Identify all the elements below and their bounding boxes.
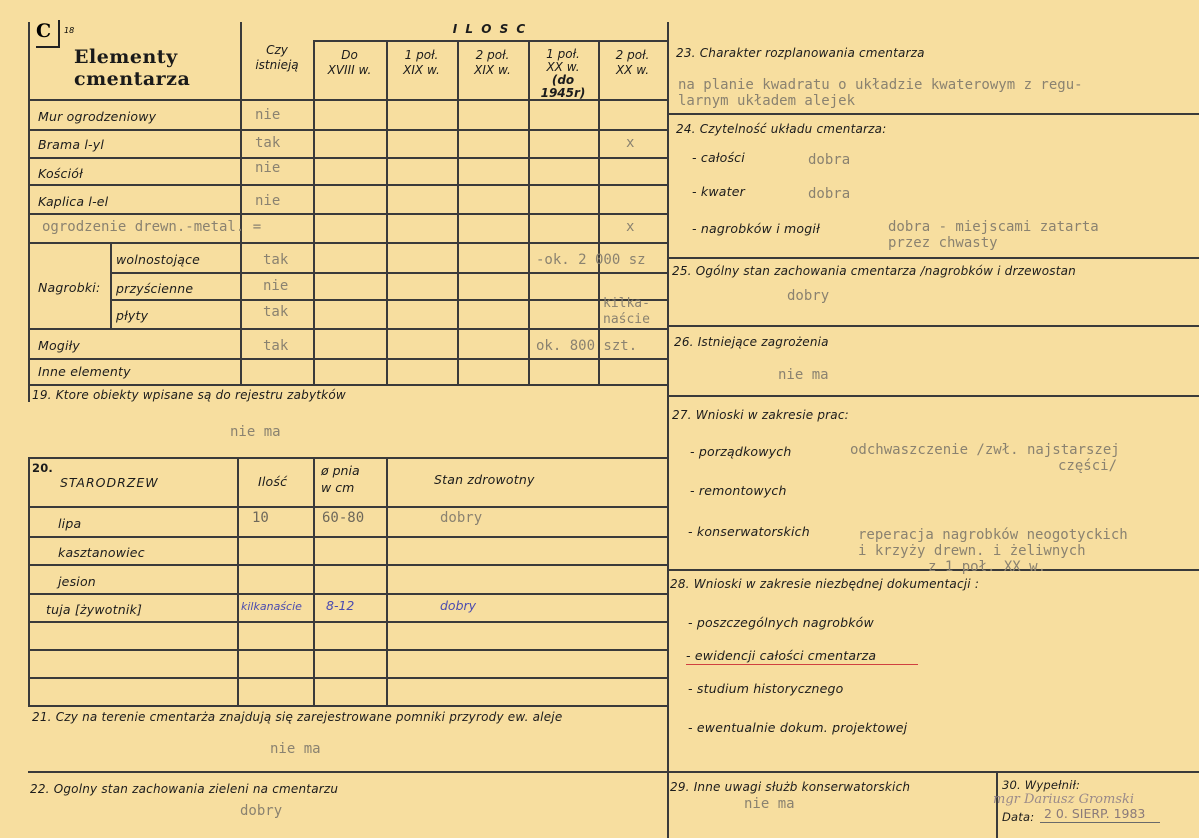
s20-row-jesion-name: jesion — [58, 574, 96, 589]
s27-porzadkowych-label: - porządkowych — [690, 444, 792, 459]
s20-row-6 — [28, 677, 667, 679]
s28-label: 28. Wnioski w zakresie niezbędnej dokumentacji : — [670, 577, 980, 591]
row-brama-2xx: x — [626, 135, 635, 151]
s19-value: nie ma — [230, 424, 281, 440]
s27-konserwatorskich-value1: reperacja nagrobków neogotyckich — [858, 527, 1128, 543]
border-left — [28, 22, 30, 402]
s23-value1: na planie kwadratu o układzie kwaterowym z regu- — [678, 77, 1083, 93]
s26-label: 26. Istniejące zagrożenia — [674, 335, 829, 349]
s20-row-tuja-ilosc: kilkanaście — [241, 600, 302, 613]
center-divider — [667, 22, 669, 838]
col-line-do — [313, 40, 315, 384]
s25-top — [667, 257, 1199, 259]
s20-top — [28, 457, 667, 459]
row-kaplica-exists: nie — [255, 193, 281, 209]
s28-item-nagrobkow: - poszczególnych nagrobków — [688, 615, 874, 630]
s20-row-3 — [28, 593, 667, 595]
s27-porzadkowych-value1: odchwaszczenie /zwł. najstarszej — [850, 442, 1120, 458]
s25-label: 25. Ogólny stan zachowania cmentarza /nagrobków i drzewostan — [672, 264, 1076, 278]
s20-row-lipa-name: lipa — [58, 516, 82, 531]
row-ogrodzenie-2xx: x — [626, 219, 635, 235]
row-wolnostojace-label: wolnostojące — [116, 252, 201, 267]
s27-konserwatorskich-value3: z 1 poł. XX w. — [928, 559, 1047, 575]
row-brama-label: Brama l-yl — [38, 137, 105, 152]
s20-row-lipa-stan: dobry — [440, 510, 483, 526]
title-line1: Elementy — [74, 46, 178, 68]
ilosc-underline — [313, 40, 667, 42]
s27-remontowych-label: - remontowych — [690, 483, 787, 498]
row-line-10 — [28, 384, 667, 386]
s20-bottom — [28, 705, 667, 707]
row-ogrodzenie-label: ogrodzenie drewn.-metal. = — [42, 219, 262, 235]
s24-top — [667, 113, 1199, 115]
hdr-czy-istnieja: Czy istnieją — [255, 43, 299, 72]
s21-label: 21. Czy na terenie cmentarża znajdują się zarejestrowane pomniki przyrody ew. aleje — [32, 710, 563, 724]
col-line-2xx — [598, 40, 600, 384]
row-line-6 — [110, 272, 667, 274]
row-line-2 — [28, 157, 667, 159]
title-line2: cmentarza — [74, 68, 191, 90]
s20-row-2 — [28, 564, 667, 566]
s24-kwater-value: dobra — [808, 186, 851, 202]
row-plyty-qty2: naście — [603, 312, 650, 327]
s29-top — [667, 771, 1199, 773]
row-wolnostojace-exists: tak — [263, 252, 289, 268]
s22-top — [28, 771, 667, 773]
row-line-5 — [28, 242, 667, 244]
s20-col-stan: Stan zdrowotny — [434, 472, 535, 487]
s20-row-4 — [28, 621, 667, 623]
row-plyty-qty1: kilka- — [603, 296, 650, 311]
row-kosciol-exists: nie — [255, 160, 281, 176]
s29-label: 29. Inne uwagi służb konserwatorskich — [670, 780, 911, 794]
s24-nagrobkow-label: - nagrobków i mogił — [692, 221, 820, 236]
s20-row-kasztanowiec-name: kasztanowiec — [58, 545, 145, 560]
s21-value: nie ma — [270, 741, 321, 757]
hdr-1pol-xix: 1 poł. XIX w. — [403, 48, 440, 77]
row-kosciol-label: Kościół — [38, 166, 83, 181]
s30-data-label: Data: — [1002, 810, 1035, 824]
s30-label: 30. Wypełnił: — [1002, 778, 1081, 792]
row-line-7 — [110, 299, 667, 301]
hdr-1pol-xx: 1 poł. XX w. (do 1945r) — [540, 47, 586, 100]
row-mogily-label: Mogiły — [38, 338, 81, 353]
s20-row-tuja-stan: dobry — [440, 598, 477, 613]
s20-col-ilosc: Ilość — [258, 474, 288, 489]
row-plyty-exists: tak — [263, 304, 289, 320]
s22-label: 22. Ogolny stan zachowania zieleni na cmentarzu — [30, 782, 339, 796]
nagrobki-divider — [110, 242, 112, 328]
s24-label: 24. Czytelność układu cmentarza: — [676, 122, 887, 136]
s27-top — [667, 395, 1199, 397]
s20-col-ilosc — [237, 457, 239, 705]
col-line-2xix — [457, 40, 459, 384]
row-kaplica-label: Kaplica l-el — [38, 194, 109, 209]
hdr-2pol-xx: 2 poł. XX w. — [615, 48, 650, 77]
hdr-ilosc: I L O S C — [452, 22, 528, 36]
s27-porzadkowych-value2: części/ — [1058, 458, 1118, 474]
row-plyty-label: płyty — [116, 308, 149, 323]
s28-item-ewidencji-underline — [686, 664, 918, 665]
s23-label: 23. Charakter rozplanowania cmentarza — [676, 46, 925, 60]
s24-kwater-label: - kwater — [692, 184, 745, 199]
row-inne-label: Inne elementy — [38, 364, 131, 379]
row-mogily-exists: tak — [263, 338, 289, 354]
s20-row-tuja-pnia: 8-12 — [326, 598, 355, 613]
card-code-sup: 18 — [64, 26, 75, 35]
row-przyscienne-label: przyścienne — [116, 281, 194, 296]
col-line-1xix — [386, 40, 388, 384]
s24-calosci-value: dobra — [808, 152, 851, 168]
s19-label: 19. Ktore obiekty wpisane są do rejestru zabytków — [32, 388, 346, 402]
s20-col-name: STARODRZEW — [60, 475, 159, 490]
row-mur-label: Mur ogrodzeniowy — [38, 109, 157, 124]
s28-item-studium: - studium historycznego — [688, 681, 844, 696]
s25-value: dobry — [787, 288, 830, 304]
row-przyscienne-exists: nie — [263, 278, 289, 294]
row-mogily-qty: ok. 800 szt. — [536, 338, 638, 354]
card-code: C — [36, 20, 52, 42]
hdr-2pol-xix: 2 poł. XIX w. — [474, 48, 511, 77]
s20-col-pnia: ø pnia w cm — [321, 463, 360, 495]
s28-item-ewentualnie: - ewentualnie dokum. projektowej — [688, 720, 908, 735]
row-line-4 — [28, 213, 667, 215]
s20-row-tuja-name: tuja [żywotnik] — [46, 602, 143, 617]
card-code-box — [36, 20, 60, 48]
s20-row-1 — [28, 536, 667, 538]
s28-item-ewidencji: - ewidencji całości cmentarza — [686, 648, 877, 663]
date-underline — [1040, 822, 1160, 823]
s26-top — [667, 325, 1199, 327]
row-wolnostojace-qty: -ok. 2 000 sz — [536, 252, 646, 268]
border-left-2 — [28, 457, 30, 705]
s27-label: 27. Wnioski w zakresie prac: — [672, 408, 849, 422]
row-line-1 — [28, 129, 667, 131]
s27-konserwatorskich-label: - konserwatorskich — [688, 524, 810, 539]
s20-head-line — [28, 506, 667, 508]
nagrobki-label: Nagrobki: — [38, 280, 101, 295]
s24-calosci-label: - całości — [692, 150, 745, 165]
s24-nagrobkow-value2: przez chwasty — [888, 235, 998, 251]
s23-value2: larnym układem alejek — [678, 93, 856, 109]
row-brama-exists: tak — [255, 135, 281, 151]
s26-value: nie ma — [778, 367, 829, 383]
row-mur-exists: nie — [255, 107, 281, 123]
s20-num: 20. — [32, 461, 53, 475]
s29-value: nie ma — [744, 796, 795, 812]
row-line-3 — [28, 184, 667, 186]
s22-value: dobry — [240, 803, 283, 819]
s30-date: 2 0. SIERP. 1983 — [1044, 806, 1146, 821]
s27-konserwatorskich-value2: i krzyży drewn. i żeliwnych — [858, 543, 1086, 559]
s30-name: mgr Dariusz Gromski — [993, 792, 1135, 807]
s24-nagrobkow-value1: dobra - miejscami zatarta — [888, 219, 1099, 235]
s20-row-lipa-ilosc: 10 — [252, 510, 269, 526]
hdr-do-xviii: Do XVIII w. — [327, 48, 372, 77]
row-line-9 — [28, 358, 667, 360]
row-line-8 — [28, 328, 667, 330]
col-line-czy — [240, 22, 242, 384]
s20-row-5 — [28, 649, 667, 651]
s20-row-lipa-pnia: 60-80 — [322, 510, 365, 526]
